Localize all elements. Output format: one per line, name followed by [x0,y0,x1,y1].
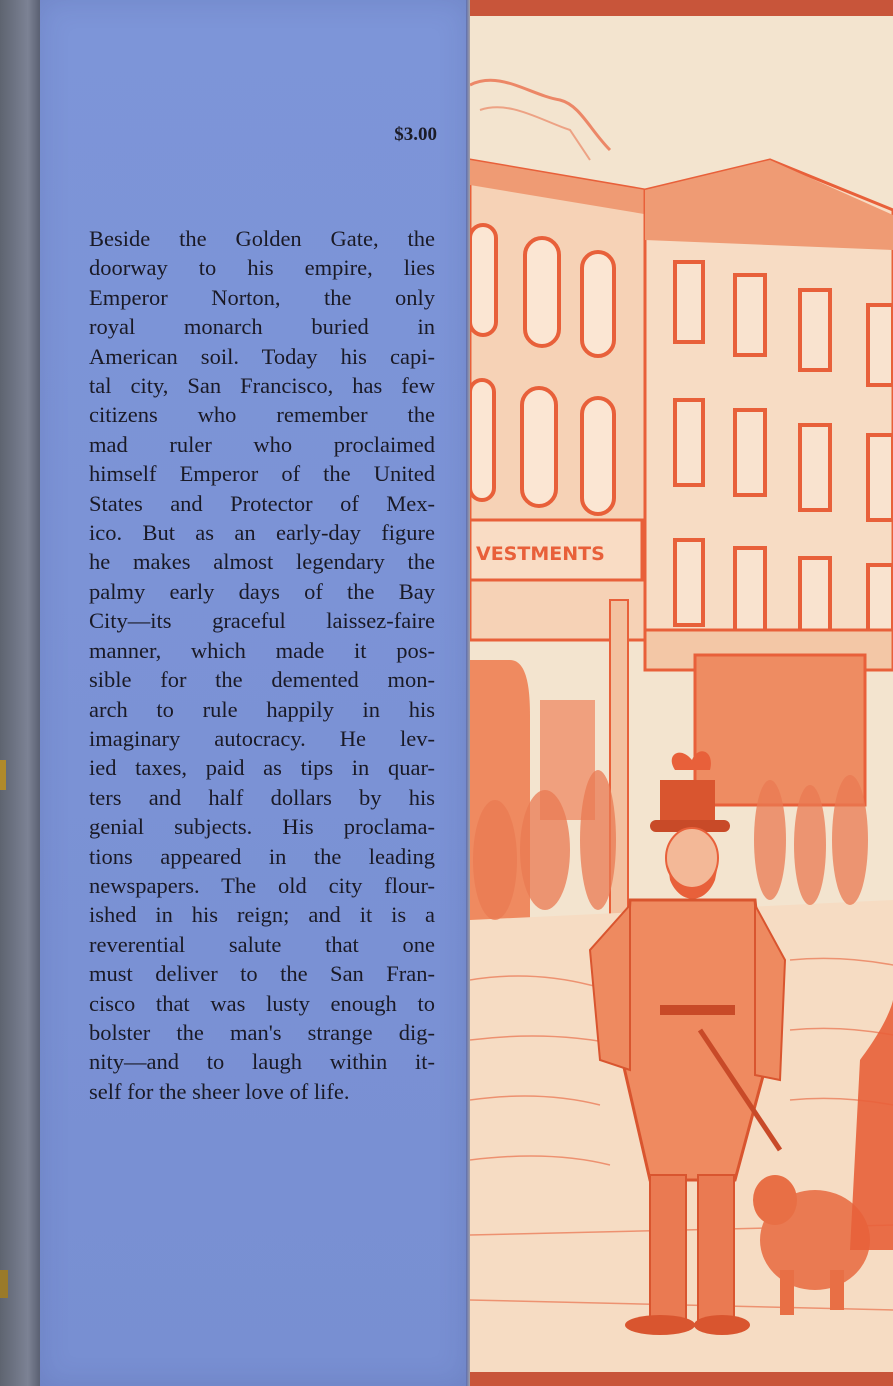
top-border [470,0,893,16]
blurb-line: American soil. Today his capi- [89,343,435,369]
blurb-line: genial subjects. His proclama- [89,814,435,840]
blurb-line: ied taxes, paid as tips in quar- [89,755,435,781]
blurb-line: bolster the man's strange dig- [89,1019,435,1045]
blurb-line: cisco that was lusty enough to [89,990,435,1016]
blurb-line: himself Emperor of the United [89,461,435,487]
price-label: $3.00 [394,124,437,145]
blurb-text [89,224,435,1106]
spine-edge [0,0,40,1386]
right-building [645,160,893,805]
blurb-line: reverential salute that one [89,931,435,957]
blurb-line: doorway to his empire, lies [89,255,435,281]
blurb-line: self for the sheer love of life. [89,1078,350,1104]
blurb-line: newspapers. The old city flour- [89,872,435,898]
street-scene-illustration [470,0,893,1386]
blurb-line: tal city, San Francisco, has few [89,373,435,399]
blurb-line: Emperor Norton, the only [89,284,435,310]
spine-mark [0,1270,8,1298]
blurb-line: ished in his reign; and it is a [89,902,435,928]
blue-flap-panel [40,0,468,1386]
blurb-line: palmy early days of the Bay [89,578,435,604]
illustration-svg [470,0,893,1386]
blurb-line: tions appeared in the leading [89,843,435,869]
blurb-line: he makes almost legendary the [89,549,435,575]
bottom-border [470,1372,893,1386]
blurb-line: citizens who remember the [89,402,435,428]
spine-mark [0,760,6,790]
blurb-line: arch to rule happily in his [89,696,435,722]
blurb-line: mad ruler who proclaimed [89,431,435,457]
blurb-line: ters and half dollars by his [89,784,435,810]
blurb-line: manner, which made it pos- [89,637,435,663]
blurb-line: imaginary autocracy. He lev- [89,725,435,751]
blurb-line: must deliver to the San Fran- [89,961,435,987]
blurb-line: ico. But as an early-day figure [89,520,435,546]
blurb-line: States and Protector of Mex- [89,490,435,516]
blurb-line: nity—and to laugh within it- [89,1049,435,1075]
blurb-line: sible for the demented mon- [89,667,435,693]
blurb-line: royal monarch buried in [89,314,435,340]
blurb-line: City—its graceful laissez-faire [89,608,435,634]
shop-sign: VESTMENTS [476,543,605,565]
blurb-line: Beside the Golden Gate, the [89,226,435,251]
